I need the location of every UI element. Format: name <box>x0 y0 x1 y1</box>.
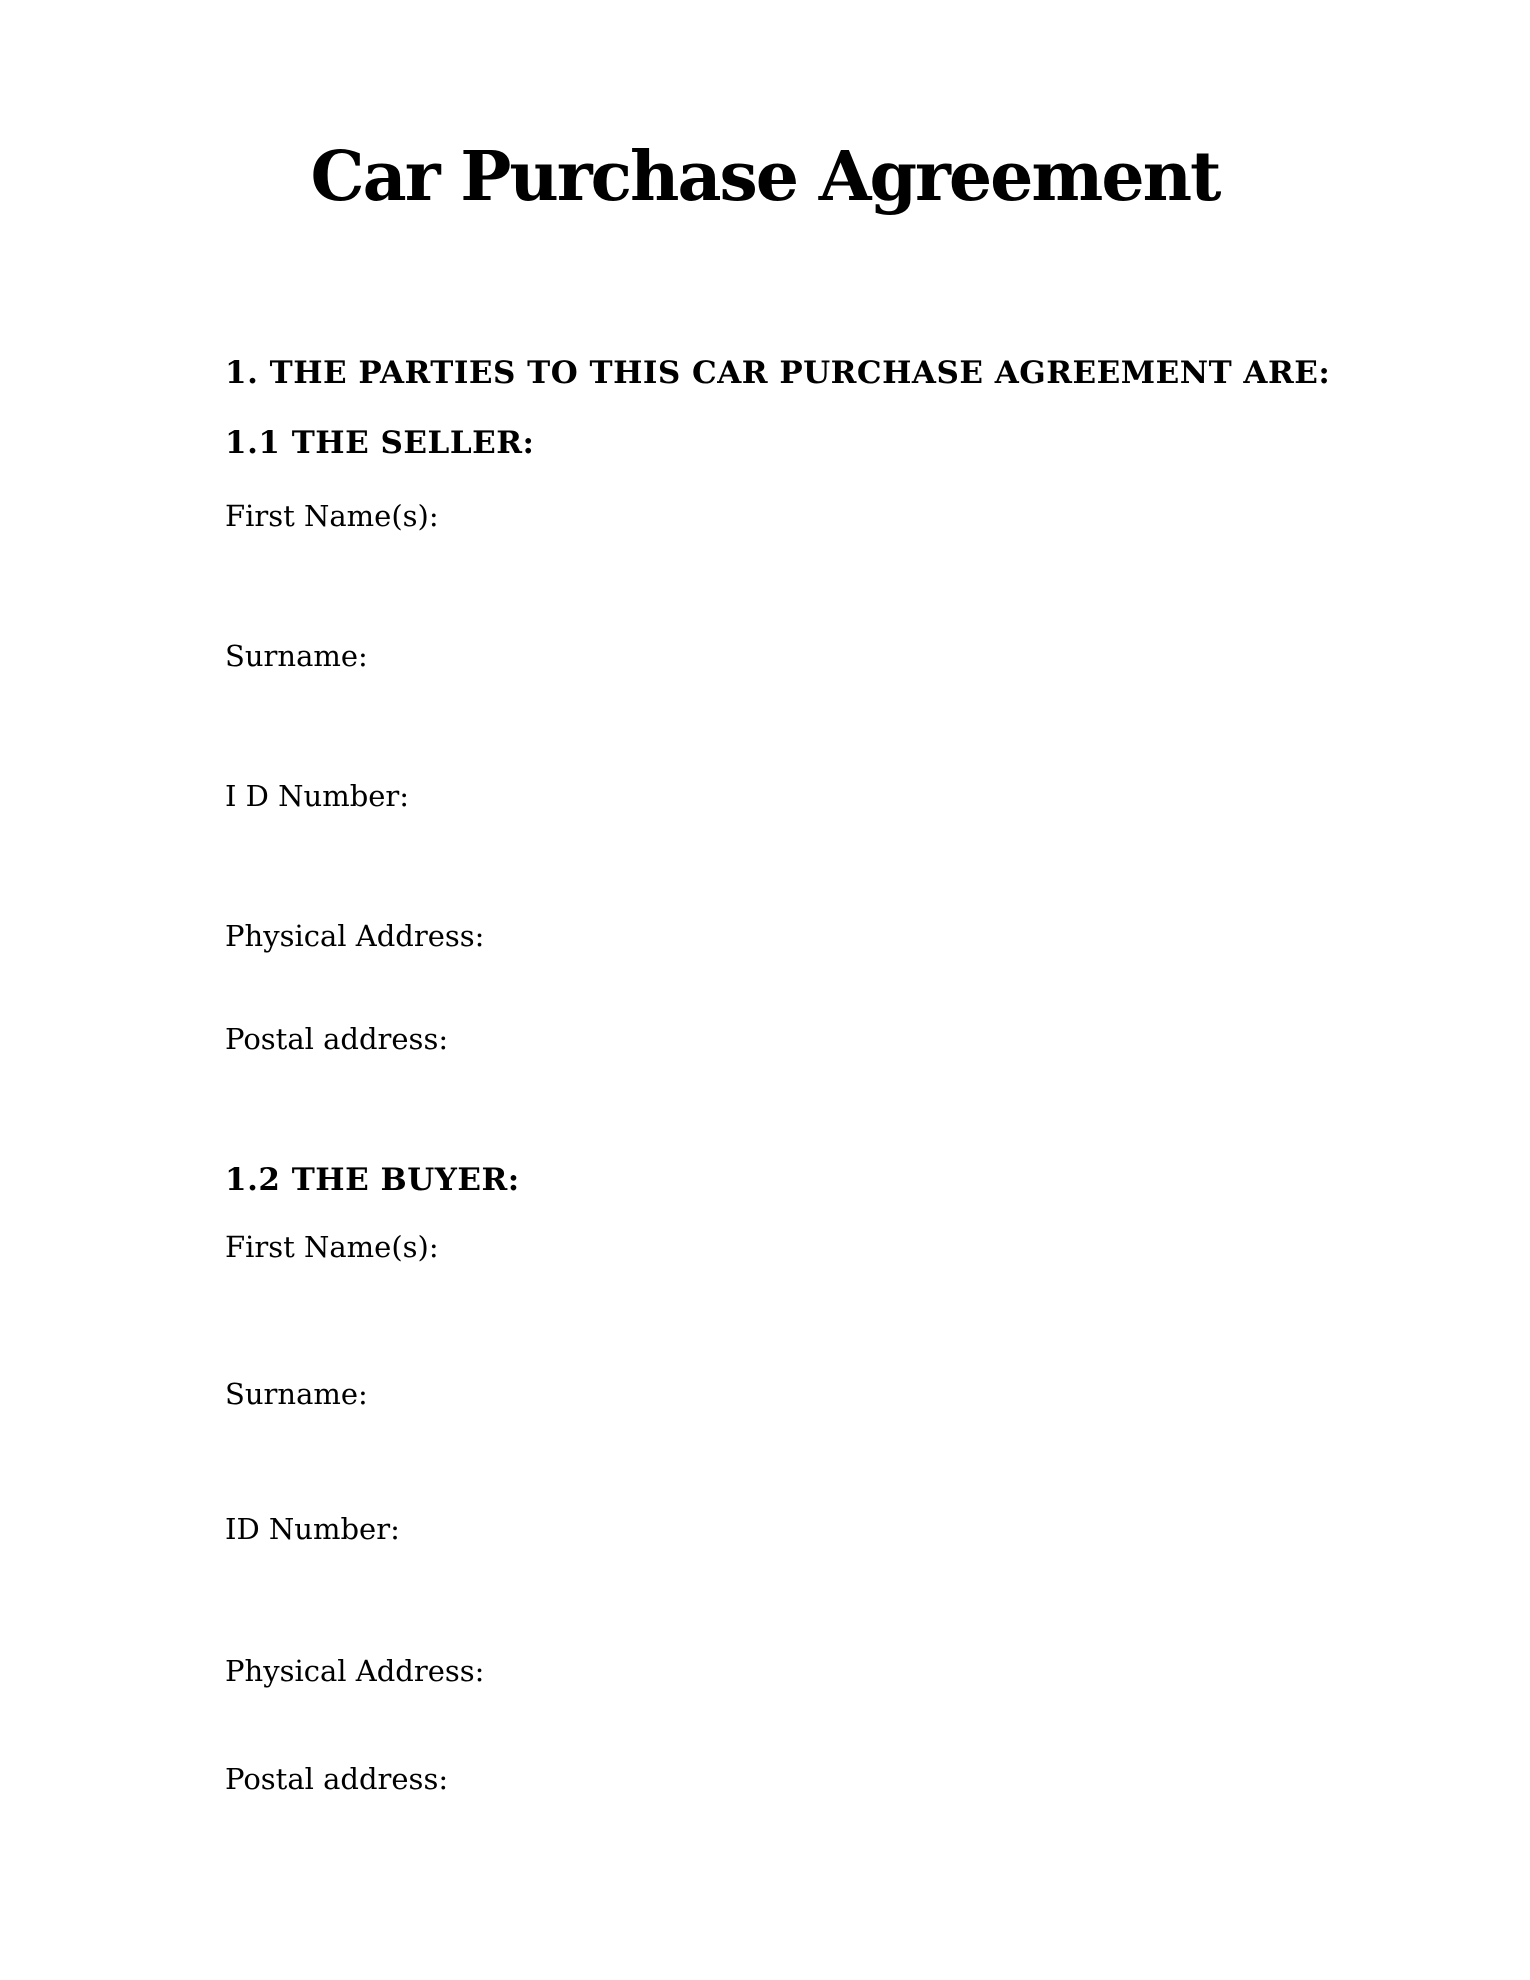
buyer-physical-address-label: Physical Address: <box>225 1654 485 1688</box>
seller-id-number-label: I D Number: <box>225 779 410 813</box>
seller-physical-address-label: Physical Address: <box>225 919 485 953</box>
buyer-postal-address-label: Postal address: <box>225 1762 449 1796</box>
seller-surname-label: Surname: <box>225 639 368 673</box>
seller-section-heading: 1.1 THE SELLER: <box>225 425 535 461</box>
buyer-first-names-label: First Name(s): <box>225 1230 439 1264</box>
seller-first-names-label: First Name(s): <box>225 499 439 533</box>
buyer-id-number-label: ID Number: <box>225 1512 400 1546</box>
seller-postal-address-label: Postal address: <box>225 1022 449 1056</box>
buyer-section-heading: 1.2 THE BUYER: <box>225 1162 520 1198</box>
document-title: Car Purchase Agreement <box>310 137 1220 217</box>
parties-section-heading: 1. THE PARTIES TO THIS CAR PURCHASE AGREEMENT ARE: <box>225 355 1331 391</box>
buyer-surname-label: Surname: <box>225 1377 368 1411</box>
